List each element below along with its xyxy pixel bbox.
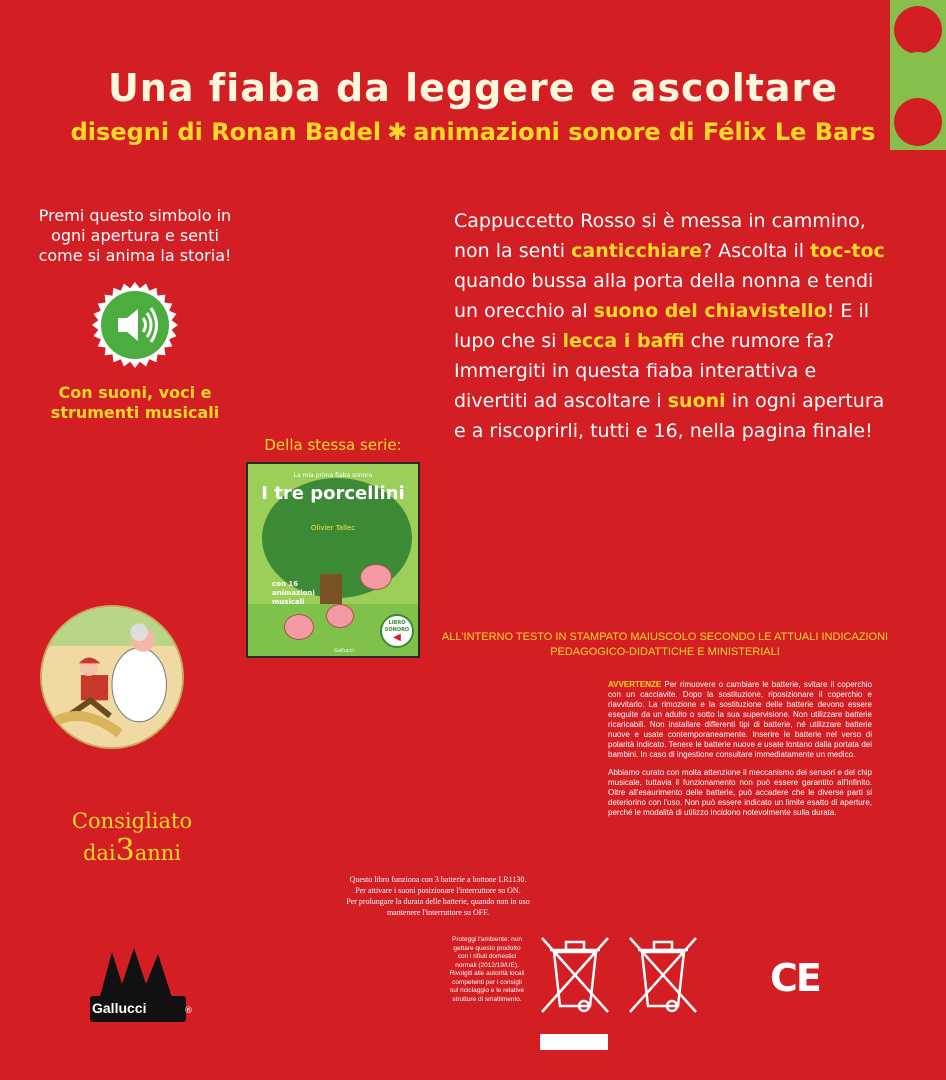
grandmother-illustration (40, 605, 184, 749)
age-prefix: dai (82, 841, 116, 865)
series-book-cover (246, 462, 420, 658)
features-text: Con suoni, voci e strumenti musicali (50, 383, 220, 422)
story-text: Ascolta il (718, 240, 811, 262)
book-publisher: Gallucci (334, 648, 354, 654)
pig-illustration (360, 564, 392, 590)
book-sound-badge: LIBRO SONORO ◀ (380, 614, 414, 648)
age-suffix: anni (134, 841, 182, 865)
page-subtitle (0, 118, 946, 146)
battery-line: Per prolungare la durata delle batterie, quando non in uso (346, 897, 530, 906)
story-highlight: canticchiare (571, 240, 702, 262)
story-text: ! E il lupo che si (454, 300, 870, 352)
story-highlight: lecca i baffi (562, 330, 685, 352)
story-highlight: suono del chiavistello (593, 300, 827, 322)
story-highlight: toc-toc (810, 240, 885, 262)
pig-illustration (284, 614, 314, 640)
story-highlight: suoni (667, 390, 726, 412)
pig-illustration (326, 604, 354, 628)
warnings-paragraph-2: Abbiamo curato con molta attenzione il meccanismo dei sensori e del chip musicale, tuttavia il funzionamento non può essere garantito all'infinito. Oltre all'esaurimento delle batterie, può accadere che le diverse parti si deteriorino con l'uso. Non può essere indicato un limite esatto di aperture, perché le modalità di utilizzo incidono notevolmente sulla durata. (608, 768, 872, 817)
ce-mark: CE (770, 956, 820, 1000)
battery-line: mantenere l'interruttore su OFF. (386, 908, 490, 917)
book-author: Olivier Tallec (310, 524, 356, 532)
story-text: in ogni apertura e a riscoprirli, tutti e 16, nella pagina finale! (454, 390, 885, 442)
series-label: Della stessa serie: (264, 436, 402, 454)
age-recommendation (40, 806, 224, 868)
warnings-block (608, 680, 872, 826)
corner-dot-red-top (894, 6, 942, 54)
age-number: 3 (115, 833, 135, 868)
sound-credit: animazioni sonore di Félix Le Bars (413, 118, 876, 146)
barcode-area (540, 1034, 608, 1050)
story-text: Cappuccetto Rosso si è messa (454, 210, 749, 232)
print-notice: ALL'INTERNO TESTO IN STAMPATO MAIUSCOLO SECONDO LE ATTUALI INDICAZIONI PEDAGOGICO-DIDATTICHE E MINISTERIALI (441, 631, 889, 658)
age-recommended-label: Consigliato (71, 809, 193, 833)
book-subtitle: con 16 animazioni musicali (272, 580, 315, 606)
story-text: ? (701, 240, 719, 262)
page-title: Una fiaba da leggere e ascoltare (107, 66, 839, 110)
press-symbol-text: Premi questo simbolo in ogni apertura e senti come si anima la storia! (38, 206, 232, 265)
story-blurb (454, 206, 894, 446)
registered-mark: ® (184, 1006, 193, 1016)
illustrator-credit: disegni di Ronan Badel (70, 118, 382, 146)
book-title: I tre porcellini (261, 483, 405, 504)
story-text: che rumore fa? Immergiti in questa fiaba interattiva e divertiti ad ascoltare i (454, 330, 835, 412)
speaker-icon (92, 282, 178, 368)
star-separator-icon: ✱ (387, 118, 408, 146)
crossed-bin-icon (536, 932, 614, 1022)
environment-notice: Proteggi l'ambiente: non gettare questo prodotto con i rifiuti domestici normali (2012/19/UE). Rivolgiti alle autorità locali competenti per i consigli sul riciclaggio e le relative strutture di smaltimento. (449, 936, 525, 1003)
crossed-bin-icon (624, 932, 702, 1022)
book-kicker: La mia prima fiaba sonora (293, 472, 373, 479)
speaker-icon: ◀ (393, 632, 401, 643)
warnings-paragraph-1: Per rimuovere o cambiare le batterie, svitare il coperchio con un cacciavite. Dopo la sostituzione, riposizionare il coperchio e riavvitarlo. La rimozione e la sostituzione delle batterie devono essere eseguite da un adulto o sotto la sua supervisione. Non utilizzare batterie ricaricabili. Non installare differenti tipi di batterie, né utilizzare batterie nuove e usate contemporaneamente. Inserire le batterie nel verso di polarità indicato. Tenere le batterie nuove e usate lontano dalla portata dei bambini. In caso di ingestione consultare immediatamente un medico. (608, 680, 872, 759)
battery-line: Per attivare i suoni posizionare l'interruttore su ON. (355, 886, 521, 895)
battery-line: Questo libro funziona con 3 batterie a bottone LR1130. (349, 875, 527, 884)
battery-info (320, 874, 556, 918)
story-text: quando bussa alla porta della nonna e tendi un orecchio al (454, 270, 874, 322)
warnings-label: AVVERTENZE (608, 680, 662, 689)
publisher-name: Gallucci (92, 1000, 147, 1016)
story-text: in cammino, non la senti (454, 210, 866, 262)
